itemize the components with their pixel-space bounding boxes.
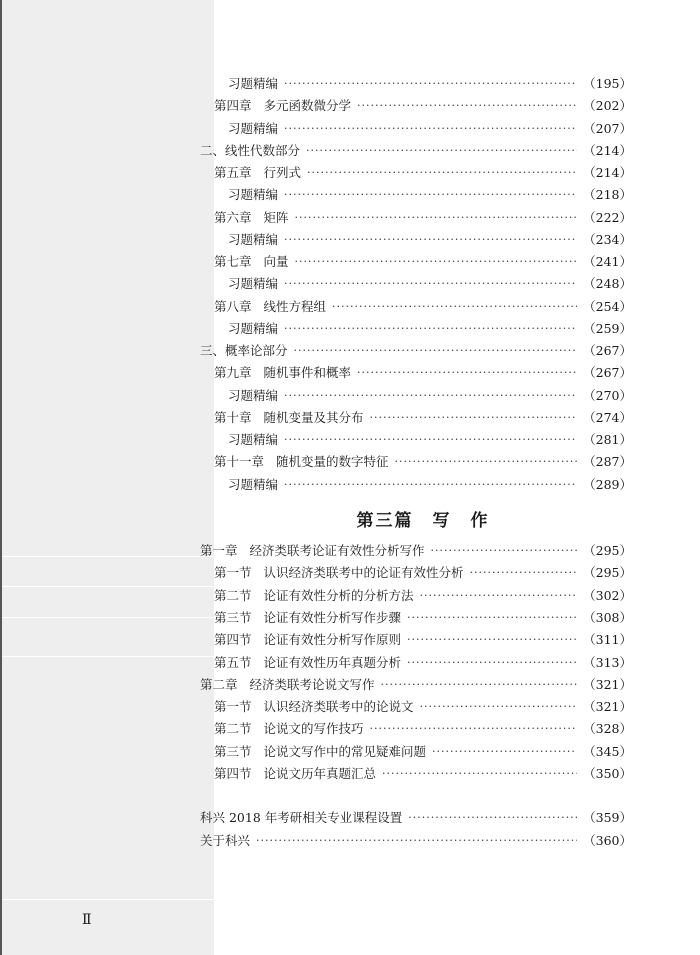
toc-entry-title: 经济类联考论证有效性分析写作 [249, 543, 425, 558]
dot-leader [284, 274, 577, 294]
dot-leader [370, 408, 578, 428]
dot-leader [357, 363, 577, 383]
toc-entry-page: （195） [583, 76, 632, 91]
toc-entry-page: （270） [583, 387, 632, 403]
toc-entry-label [214, 697, 414, 717]
toc-entry-page: （214） [583, 142, 632, 158]
toc-entry-page: （359） [583, 810, 632, 825]
toc-entry-label [228, 430, 278, 450]
dot-leader [470, 563, 578, 583]
toc-entry-page: （328） [583, 721, 632, 737]
toc-entry-number: 第五节 [214, 654, 252, 670]
toc-entry-label [214, 630, 401, 650]
toc-entry-title: 经济类联考论说文写作 [249, 676, 375, 692]
toc-entry-page: （321） [583, 699, 632, 715]
dot-leader [284, 119, 577, 139]
dot-leader [306, 141, 577, 161]
toc-entry-title: 习题精编 [228, 120, 279, 136]
toc-entry-label [200, 808, 402, 828]
toc-entry-label [200, 541, 425, 561]
toc-entry-page: （321） [583, 676, 632, 692]
dot-leader [284, 430, 577, 450]
toc-entry-page: （274） [583, 409, 632, 425]
toc-entry[interactable] [214, 363, 632, 383]
toc-entry-label [214, 363, 351, 383]
toc-entry-page: （241） [583, 254, 632, 269]
toc-entry-title: 二、线性代数部分 [200, 142, 301, 158]
toc-entry-number: 第四节 [214, 766, 252, 781]
dot-leader [284, 74, 577, 94]
dot-leader [370, 719, 578, 739]
toc-entry-title: 论证有效性分析写作步骤 [263, 609, 402, 625]
toc-entry[interactable] [214, 163, 632, 183]
toc-entry-title: 习题精编 [228, 320, 279, 336]
toc-entry-number: 第一章 [200, 543, 238, 558]
toc-entry-page: （202） [583, 98, 632, 114]
toc-entry[interactable] [228, 319, 632, 339]
toc-entry-page: （350） [583, 766, 632, 781]
dot-leader [284, 185, 577, 205]
toc-entry-page: （267） [583, 343, 632, 358]
toc-entry[interactable] [214, 563, 632, 583]
toc-entry-page: （207） [583, 120, 632, 136]
toc-entry-number: 第二章 [200, 676, 238, 692]
toc-entry-label [228, 274, 278, 294]
toc-entry-title: 向量 [263, 254, 289, 269]
dot-leader [284, 230, 577, 250]
toc-entry-page: （295） [583, 565, 632, 581]
toc-entry-label [200, 831, 250, 851]
toc-entry[interactable] [214, 742, 632, 762]
toc-entry-title: 多元函数微分学 [263, 98, 352, 114]
toc-entry-title: 论说文历年真题汇总 [263, 766, 377, 781]
toc-entry-label [214, 608, 401, 628]
toc-entry-label [214, 764, 376, 784]
dot-leader [431, 541, 578, 561]
dot-leader [382, 764, 577, 784]
dot-leader [295, 252, 578, 272]
dot-leader [395, 452, 578, 472]
toc-entry-label [228, 185, 278, 205]
toc-entry[interactable] [228, 430, 632, 450]
toc-entry-label [228, 475, 278, 495]
toc-entry-label [214, 208, 289, 228]
toc-entry-label [214, 719, 364, 739]
dot-leader [357, 96, 577, 116]
toc-entry-title: 科兴 2018 年考研相关专业课程设置 [200, 810, 403, 825]
toc-entry-label [228, 119, 278, 139]
toc-entry-label [228, 230, 278, 250]
toc-entry-page: （295） [583, 543, 632, 558]
dot-leader [284, 475, 577, 495]
toc-entry[interactable] [200, 141, 632, 161]
toc-entry-title: 矩阵 [263, 209, 289, 225]
toc-entry-title: 论证有效性分析的分析方法 [263, 587, 414, 603]
toc-entry[interactable] [214, 719, 632, 739]
toc-entry[interactable] [214, 252, 632, 272]
toc-entry-number: 第五章 [214, 165, 252, 180]
toc-entry-label [200, 341, 288, 361]
toc-entry[interactable] [228, 119, 632, 139]
dot-leader [295, 208, 578, 228]
toc-entry[interactable] [200, 341, 632, 361]
toc-entry-label [214, 563, 464, 583]
toc-entry-page: （234） [583, 231, 632, 247]
toc-entry[interactable] [228, 274, 632, 294]
toc-entry[interactable] [228, 386, 632, 406]
toc-entry-label [214, 452, 389, 472]
toc-entry-title: 随机变量的数字特征 [276, 454, 389, 470]
toc-entry[interactable] [214, 764, 632, 784]
toc-entry-title: 论证有效性历年真题分析 [263, 654, 402, 670]
part-heading: 第三篇 写 作 [356, 511, 490, 531]
toc-entry-page: （218） [583, 187, 632, 203]
toc-entry[interactable] [214, 653, 632, 673]
toc-entry-title: 习题精编 [228, 432, 279, 447]
toc-entry-page: （281） [583, 432, 632, 447]
toc-entry-number: 第十章 [214, 409, 252, 425]
toc-entry-number: 第六章 [214, 209, 252, 225]
toc-entry-number: 第三节 [214, 609, 252, 625]
toc-entry-title: 三、概率论部分 [200, 343, 288, 358]
toc-entry-label [214, 252, 289, 272]
toc-entry-label [214, 297, 326, 317]
toc-entry[interactable] [214, 630, 632, 650]
toc-entry-number: 第二节 [214, 587, 252, 603]
toc-entry-number: 第四章 [214, 98, 252, 114]
dot-leader [420, 697, 578, 717]
toc-entry-label [214, 96, 351, 116]
toc-entry-page: （311） [583, 632, 632, 648]
toc-entry-page: （302） [583, 587, 632, 603]
dot-leader [307, 163, 577, 183]
toc-entry-number: 第一节 [214, 565, 252, 581]
toc-entry-number: 第四节 [214, 632, 252, 648]
toc-entry-page: （287） [583, 454, 632, 470]
toc-entry-label [228, 319, 278, 339]
toc-entry[interactable] [214, 697, 632, 717]
dot-leader [432, 742, 577, 762]
dot-leader [407, 608, 577, 628]
toc-entry[interactable] [214, 608, 632, 628]
toc-entry[interactable] [228, 185, 632, 205]
toc-entry-title: 随机变量及其分布 [263, 409, 364, 425]
dot-leader [294, 341, 578, 361]
toc-entry-title: 习题精编 [228, 187, 279, 203]
toc-entry-number: 第三节 [214, 743, 252, 759]
toc-entry-page: （254） [583, 298, 632, 314]
toc-entry-title: 习题精编 [228, 231, 279, 247]
dot-leader [420, 586, 578, 606]
toc-entry[interactable] [200, 808, 632, 828]
toc-entry-label [214, 408, 364, 428]
toc-entry-title: 论说文写作中的常见疑难问题 [263, 743, 427, 759]
toc-entry-label [214, 742, 426, 762]
toc-entry[interactable] [200, 675, 632, 695]
toc-entry-title: 线性方程组 [263, 298, 327, 314]
toc-entry[interactable] [214, 452, 632, 472]
toc-entry-page: （345） [583, 743, 632, 759]
dot-leader [407, 653, 577, 673]
toc-entry-page: （289） [583, 476, 632, 492]
toc-entry[interactable] [214, 297, 632, 317]
toc-entry-page: （313） [583, 654, 632, 670]
toc-entry-number: 第七章 [214, 254, 252, 269]
dot-leader [284, 386, 577, 406]
toc-entry-title: 习题精编 [228, 276, 279, 292]
dot-leader [256, 831, 577, 851]
toc-entry[interactable] [228, 230, 632, 250]
toc-entry-title: 论说文的写作技巧 [263, 721, 364, 737]
toc-entry-label [200, 675, 375, 695]
toc-entry-number: 第二节 [214, 721, 252, 737]
toc-entry[interactable] [214, 408, 632, 428]
toc-entry-title: 论证有效性分析写作原则 [263, 632, 402, 648]
toc-entry-label [228, 74, 278, 94]
toc-entry-page: （360） [583, 832, 632, 848]
toc-entry-page: （222） [583, 209, 632, 225]
toc-entry[interactable] [228, 475, 632, 495]
toc-entry-number: 第一节 [214, 699, 252, 715]
toc-entry[interactable] [214, 96, 632, 116]
toc-entry-label [214, 586, 414, 606]
dot-leader [408, 808, 577, 828]
toc-entry-title: 关于科兴 [200, 832, 251, 848]
toc-entry-page: （248） [583, 276, 632, 292]
dot-leader [407, 630, 577, 650]
toc-entry[interactable] [214, 586, 632, 606]
toc-entry-page: （308） [583, 609, 632, 625]
toc-entry-title: 认识经济类联考中的论证有效性分析 [263, 565, 464, 581]
toc-entry-page: （214） [583, 165, 632, 180]
toc-entry-label [200, 141, 300, 161]
toc-entry-title: 随机事件和概率 [263, 365, 352, 381]
page-number: Ⅱ [82, 912, 92, 928]
toc-entry-label [228, 386, 278, 406]
toc-entry-title: 认识经济类联考中的论说文 [263, 699, 414, 715]
toc-entry[interactable] [200, 541, 632, 561]
toc-entry-page: （267） [583, 365, 632, 381]
toc-entry[interactable] [228, 74, 632, 94]
toc-entry-title: 习题精编 [228, 76, 279, 91]
toc-entry-label [214, 653, 401, 673]
toc-entry-title: 行列式 [263, 165, 302, 180]
toc-entry-title: 习题精编 [228, 387, 279, 403]
dot-leader [381, 675, 578, 695]
toc-entry-title: 习题精编 [228, 476, 279, 492]
toc-entry-number: 第九章 [214, 365, 252, 381]
dot-leader [332, 297, 577, 317]
toc-entry-page: （259） [583, 320, 632, 336]
toc-entry-number: 第八章 [214, 298, 252, 314]
toc-entry-label [214, 163, 301, 183]
dot-leader [284, 319, 577, 339]
toc-entry-number: 第十一章 [214, 454, 265, 470]
toc-entry[interactable] [200, 831, 632, 851]
toc-entry[interactable] [214, 208, 632, 228]
